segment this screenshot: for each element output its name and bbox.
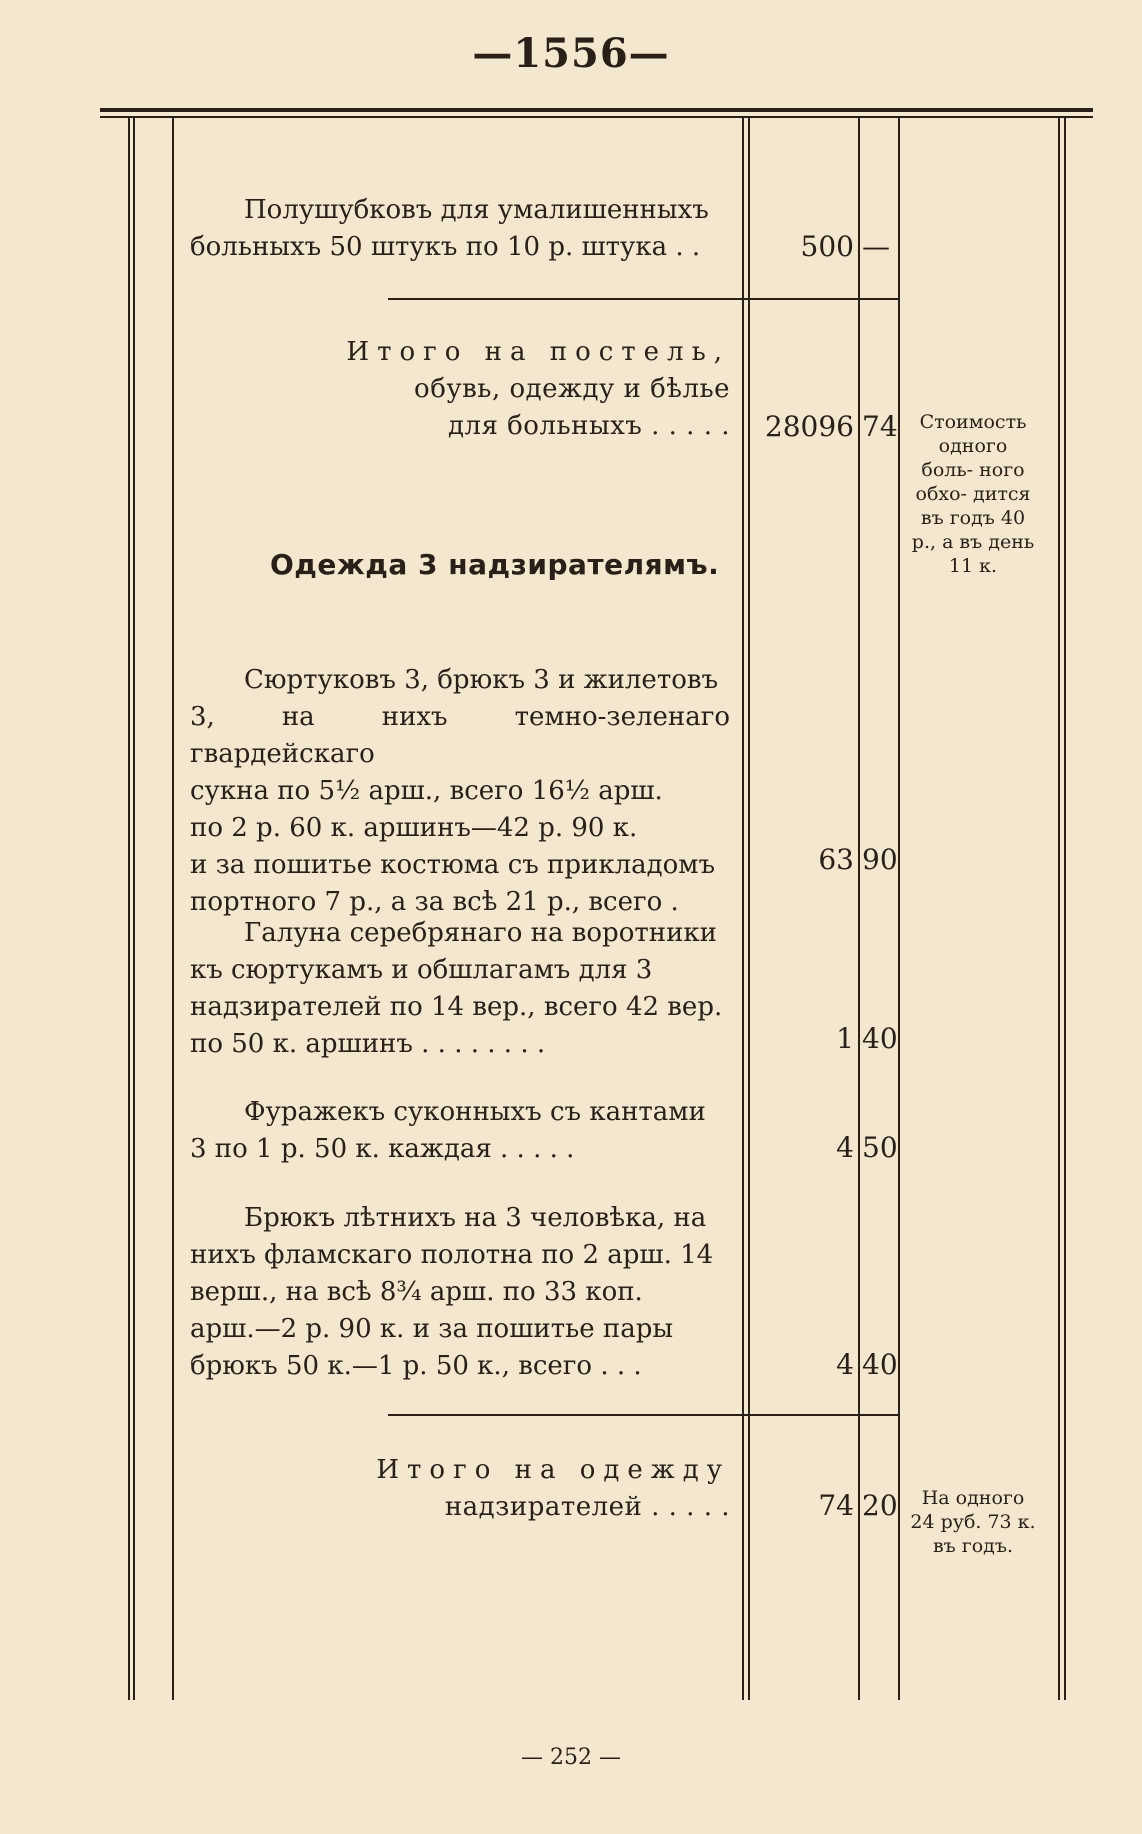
entry-line: Галуна серебрянаго на воротники bbox=[244, 918, 717, 948]
amount-kop: 20 bbox=[862, 1489, 898, 1522]
column-line-kop-left bbox=[858, 118, 860, 1700]
entry-line: Фуражекъ суконныхъ съ кантами bbox=[244, 1097, 706, 1127]
entry-line: по 50 к. аршинъ . . . . . . . . bbox=[190, 1029, 546, 1059]
entry-line: брюкъ 50 к.—1 р. 50 к., всего . . . bbox=[190, 1351, 642, 1381]
column-line-right-outer bbox=[1064, 118, 1066, 1700]
amount-rub: 63 bbox=[818, 843, 854, 876]
page-number-bottom: — 252 — bbox=[521, 1745, 621, 1770]
entry-line: портного 7 р., а за всѣ 21 р., всего . bbox=[190, 887, 679, 917]
total-odezhda bbox=[190, 1452, 730, 1526]
amount-rub: 500 bbox=[800, 230, 854, 263]
page-number-top: —1556— bbox=[472, 30, 670, 77]
amount-rub: 74 bbox=[818, 1489, 854, 1522]
entry-line: надзирателей по 14 вер., всего 42 вер. bbox=[190, 992, 723, 1022]
amount-rub: 28096 bbox=[764, 410, 854, 443]
total-line: Итого на постель, bbox=[346, 337, 730, 367]
amount-rub: 1 bbox=[836, 1022, 854, 1055]
column-line-left-inner bbox=[133, 118, 135, 1700]
amount-kop: 50 bbox=[862, 1131, 898, 1164]
entry-line: Сюртуковъ 3, брюкъ 3 и жилетовъ bbox=[244, 665, 719, 695]
entry-line: арш.—2 р. 90 к. и за пошитье пары bbox=[190, 1314, 674, 1344]
section-heading: Одежда 3 надзирателямъ. bbox=[270, 548, 720, 581]
amount-kop: 74 bbox=[862, 410, 898, 443]
amount-kop: 90 bbox=[862, 843, 898, 876]
entry-bryuki bbox=[190, 1200, 730, 1385]
amount-rub: 4 bbox=[836, 1348, 854, 1381]
entry-line: къ сюртукамъ и обшлагамъ для 3 bbox=[190, 955, 653, 985]
entry-line: верш., на всѣ 8¾ арш. по 33 коп. bbox=[190, 1277, 643, 1307]
column-line-left-outer bbox=[128, 118, 130, 1700]
total-line: обувь, одежду и бѣлье bbox=[414, 374, 730, 404]
entry-line: Брюкъ лѣтнихъ на 3 человѣка, на bbox=[244, 1203, 707, 1233]
amount-kop: 40 bbox=[862, 1022, 898, 1055]
amount-kop: — bbox=[862, 230, 890, 263]
total-postel bbox=[190, 334, 730, 445]
header-rule-thin bbox=[100, 116, 1093, 118]
column-line-notes-right bbox=[1058, 118, 1060, 1700]
total-line: Итого на одежду bbox=[376, 1455, 730, 1485]
total-line: надзирателей . . . . . bbox=[444, 1492, 730, 1522]
column-line-rub-left-inner bbox=[748, 118, 750, 1700]
subtotal-rule-2 bbox=[388, 1414, 898, 1416]
amount-rub: 4 bbox=[836, 1131, 854, 1164]
entry-galun bbox=[190, 915, 730, 1063]
margin-note-cost-per-warden: На одного 24 руб. 73 к. въ годъ. bbox=[910, 1487, 1036, 1557]
entry-line: 3, на нихъ темно-зеленаго гвардейскаго bbox=[190, 702, 730, 769]
entry-line: 3 по 1 р. 50 к. каждая . . . . . bbox=[190, 1134, 575, 1164]
entry-line: сукна по 5½ арш., всего 16½ арш. bbox=[190, 776, 663, 806]
entry-line: нихъ фламскаго полотна по 2 арш. 14 bbox=[190, 1240, 714, 1270]
subtotal-rule-1 bbox=[388, 298, 898, 300]
amount-kop: 40 bbox=[862, 1348, 898, 1381]
column-line-text-left bbox=[172, 118, 174, 1700]
entry-polushubki bbox=[190, 192, 730, 266]
entry-syurtuki bbox=[190, 662, 730, 921]
margin-note-cost-per-patient: Стоимость одного боль- ного обхо- дится въ годъ 40 р., а въ день 11 к. bbox=[911, 411, 1035, 577]
total-line: для больныхъ . . . . . bbox=[447, 411, 730, 441]
column-line-rub-left-outer bbox=[742, 118, 744, 1700]
entry-line: по 2 р. 60 к. аршинъ—42 р. 90 к. bbox=[190, 813, 638, 843]
header-rule-thick bbox=[100, 108, 1093, 112]
entry-line: Полушубковъ для умалишенныхъ bbox=[244, 195, 709, 225]
column-line-kop-right bbox=[898, 118, 900, 1700]
entry-furazhki bbox=[190, 1094, 730, 1168]
entry-line: больныхъ 50 штукъ по 10 р. штука . . bbox=[190, 232, 701, 262]
entry-line: и за пошитье костюма съ прикладомъ bbox=[190, 850, 716, 880]
